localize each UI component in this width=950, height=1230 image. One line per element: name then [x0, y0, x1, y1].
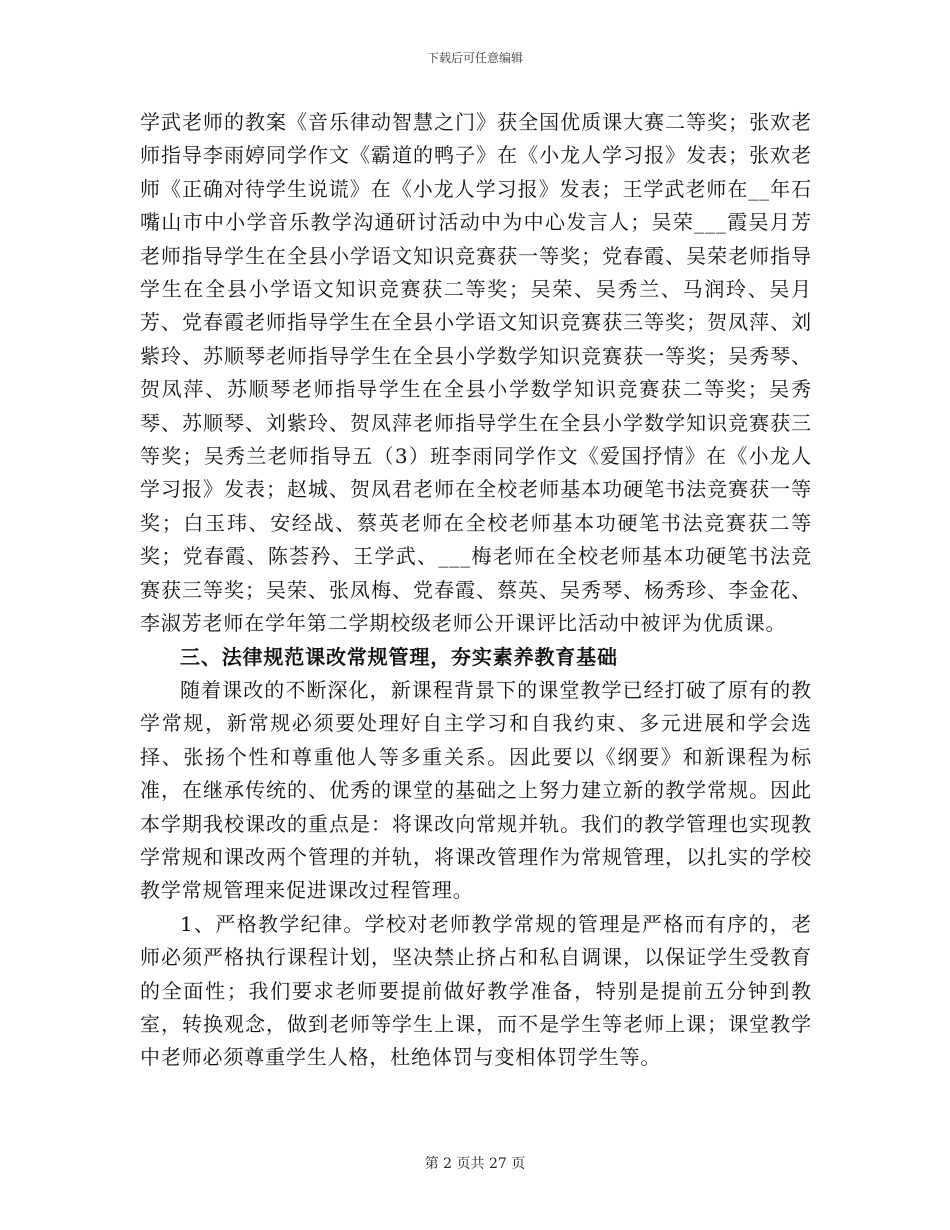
document-body [140, 106, 812, 1075]
page-number: 第 2 页共 27 页 [424, 1156, 526, 1172]
section-heading-3: 三、法律规范课改常规管理，夯实素养教育基础 [180, 644, 618, 669]
paragraph-teaching-discipline: 1、严格教学纪律。学校对老师教学常规的管理是严格而有序的，老师必须严格执行课程计划，坚决禁止挤占和私自调课，以保证学生受教育的全面性；我们要求老师要提前做好教学准备，特别是提前五分钟到教室，转换观念，做到老师等学生上课，而不是学生等老师上课；课堂教学中老师必须尊重学生人格，杜绝体罚与变相体罚学生等。 [140, 911, 812, 1070]
paragraph-awards: 学武老师的教案《音乐律动智慧之门》获全国优质课大赛二等奖；张欢老师指导李雨婷同学作文《霸道的鸭子》在《小龙人学习报》发表；张欢老师《正确对待学生说谎》在《小龙人学习报》发表；王学武老师在__年石嘴山市中小学音乐教学沟通研讨活动中为中心发言人；吴荣___霞吴月芳老师指导学生在全县小学语文知识竞赛获一等奖；党春霞、吴荣老师指导学生在全县小学语文知识竞赛获二等奖；吴荣、吴秀兰、马润玲、吴月芳、党春霞老师指导学生在全县小学语文知识竞赛获三等奖；贺凤萍、刘紫玲、苏顺琴老师指导学生在全县小学数学知识竞赛获一等奖；吴秀琴、贺凤萍、苏顺琴老师指导学生在全县小学数学知识竞赛获二等奖；吴秀琴、苏顺琴、刘紫玲、贺凤萍老师指导学生在全县小学数学知识竞赛获三等奖；吴秀兰老师指导五（3）班李雨同学作文《爱国抒情》在《小龙人学习报》发表；赵城、贺凤君老师在全校老师基本功硬笔书法竞赛获一等奖；白玉玮、安经战、蔡英老师在全校老师基本功硬笔书法竞赛获二等奖；党春霞、陈荟矜、王学武、___梅老师在全校老师基本功硬笔书法竞赛获三等奖；吴荣、张凤梅、党春霞、蔡英、吴秀琴、杨秀珍、李金花、李淑芳老师在学年第二学期校级老师公开课评比活动中被评为优质课。 [140, 110, 812, 636]
paragraph-curriculum-reform: 随着课改的不断深化，新课程背景下的课堂教学已经打破了原有的教学常规，新常规必须要处理好自主学习和自我约束、多元进展和学会选择、张扬个性和尊重他人等多重关系。因此要以《纲要》和新课程为标准，在继承传统的、优秀的课堂的基础之上努力建立新的教学常规。因此本学期我校课改的重点是：将课改向常规并轨。我们的教学管理也实现教学常规和课改两个管理的并轨，将课改管理作为常规管理，以扎实的学校教学常规管理来促进课改过程管理。 [140, 677, 812, 903]
page-header: 下载后可任意编辑 [426, 51, 523, 65]
